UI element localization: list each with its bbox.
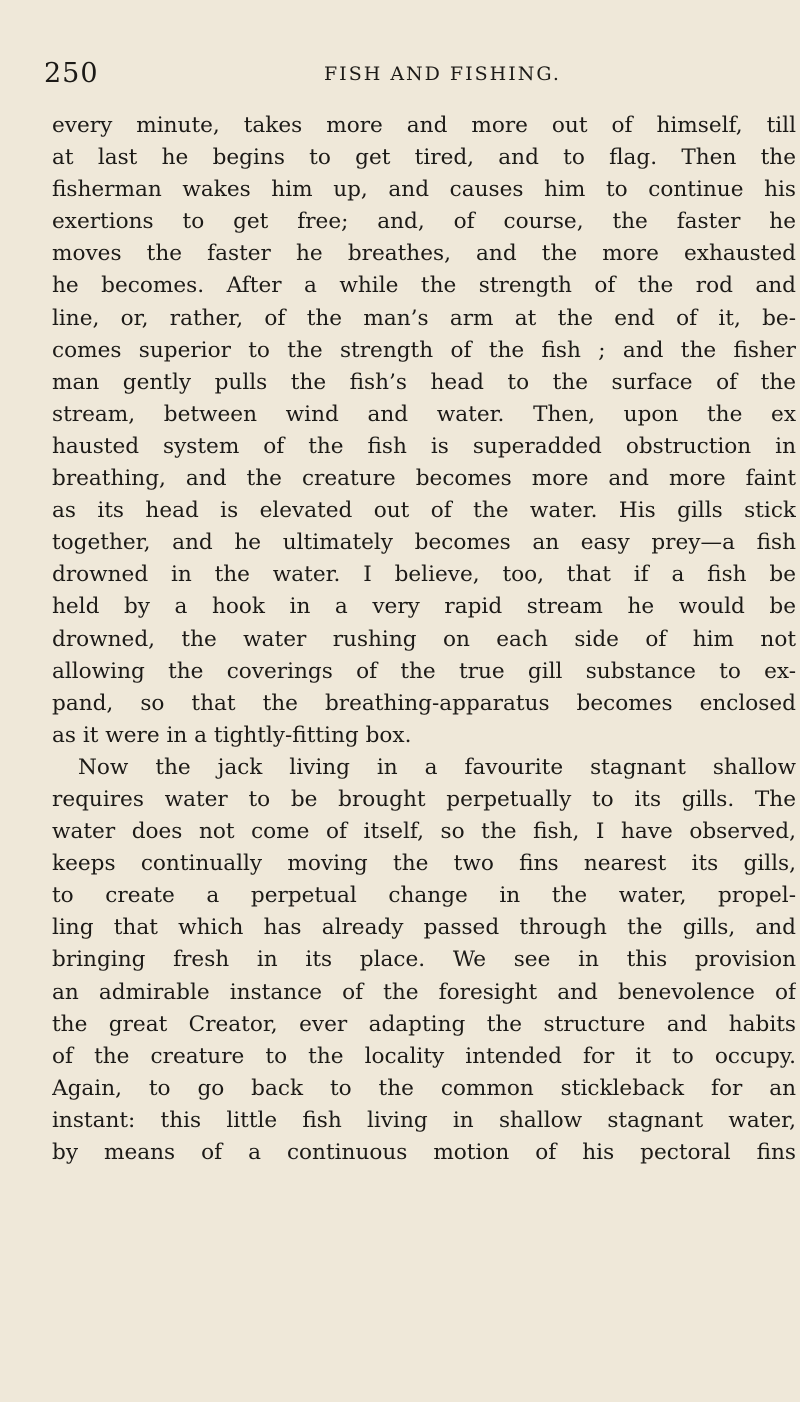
- text-line: every minute, takes more and more out of himself, till: [52, 113, 796, 138]
- text-line: pand, so that the breathing-apparatus becomes enclosed: [52, 690, 796, 716]
- page-number: 250: [44, 58, 99, 89]
- text-line: keeps continually moving the two fins nearest its gills,: [52, 851, 796, 877]
- text-line: by means of a continuous motion of his pectoral fins: [52, 1140, 796, 1165]
- text-line: breathing, and the creature becomes more and more faint: [52, 466, 796, 492]
- text-line: bringing fresh in its place. We see in this provision: [52, 947, 796, 973]
- text-line: moves the faster he breathes, and the more exhausted: [52, 241, 796, 267]
- text-line: an admirable instance of the foresight and benevolence of: [52, 979, 796, 1005]
- running-head: [44, 58, 764, 98]
- text-line: instant: this little fish living in shallow stagnant water,: [52, 1107, 796, 1133]
- text-line: comes superior to the strength of the fish ; and the fisher: [52, 337, 796, 363]
- text-line: the great Creator, ever adapting the structure and habits: [52, 1011, 796, 1037]
- text-line: of the creature to the locality intended for it to occupy.: [52, 1043, 796, 1069]
- text-line: exertions to get free; and, of course, the faster he: [52, 209, 796, 235]
- text-line: stream, between wind and water. Then, upon the ex: [52, 401, 796, 427]
- text-line: fisherman wakes him up, and causes him to continue his: [52, 177, 796, 203]
- text-line: hausted system of the fish is superadded obstruction in: [52, 433, 796, 459]
- text-line: he becomes. After a while the strength of the rod and: [52, 273, 796, 299]
- text-line: held by a hook in a very rapid stream he would be: [52, 594, 796, 620]
- text-line: ling that which has already passed through the gills, and: [52, 915, 796, 941]
- text-line: together, and he ultimately becomes an easy prey—a fish: [52, 530, 796, 556]
- text-line: requires water to be brought perpetually to its gills. The: [52, 786, 796, 812]
- text-line: as its head is elevated out of the water. His gills stick: [52, 498, 796, 524]
- text-line: at last he begins to get tired, and to flag. Then the: [52, 145, 796, 171]
- text-line: to create a perpetual change in the water, propel-: [52, 883, 796, 909]
- paragraph-end-line: as it were in a tightly-fitting box.: [52, 722, 412, 748]
- text-line: water does not come of itself, so the fish, I have observed,: [52, 819, 796, 845]
- text-line: allowing the coverings of the true gill substance to ex-: [52, 658, 796, 684]
- body-text: [52, 110, 796, 1169]
- paragraph-start-line: Now the jack living in a favourite stagnant shallow: [78, 754, 796, 780]
- text-line: Again, to go back to the common stickleback for an: [52, 1075, 796, 1101]
- text-line: man gently pulls the fish’s head to the surface of the: [52, 369, 796, 395]
- text-line: line, or, rather, of the man’s arm at the end of it, be-: [52, 305, 796, 331]
- text-line: drowned, the water rushing on each side of him not: [52, 626, 796, 652]
- text-line: drowned in the water. I believe, too, that if a fish be: [52, 562, 796, 588]
- running-title: FISH AND FISHING.: [324, 63, 561, 85]
